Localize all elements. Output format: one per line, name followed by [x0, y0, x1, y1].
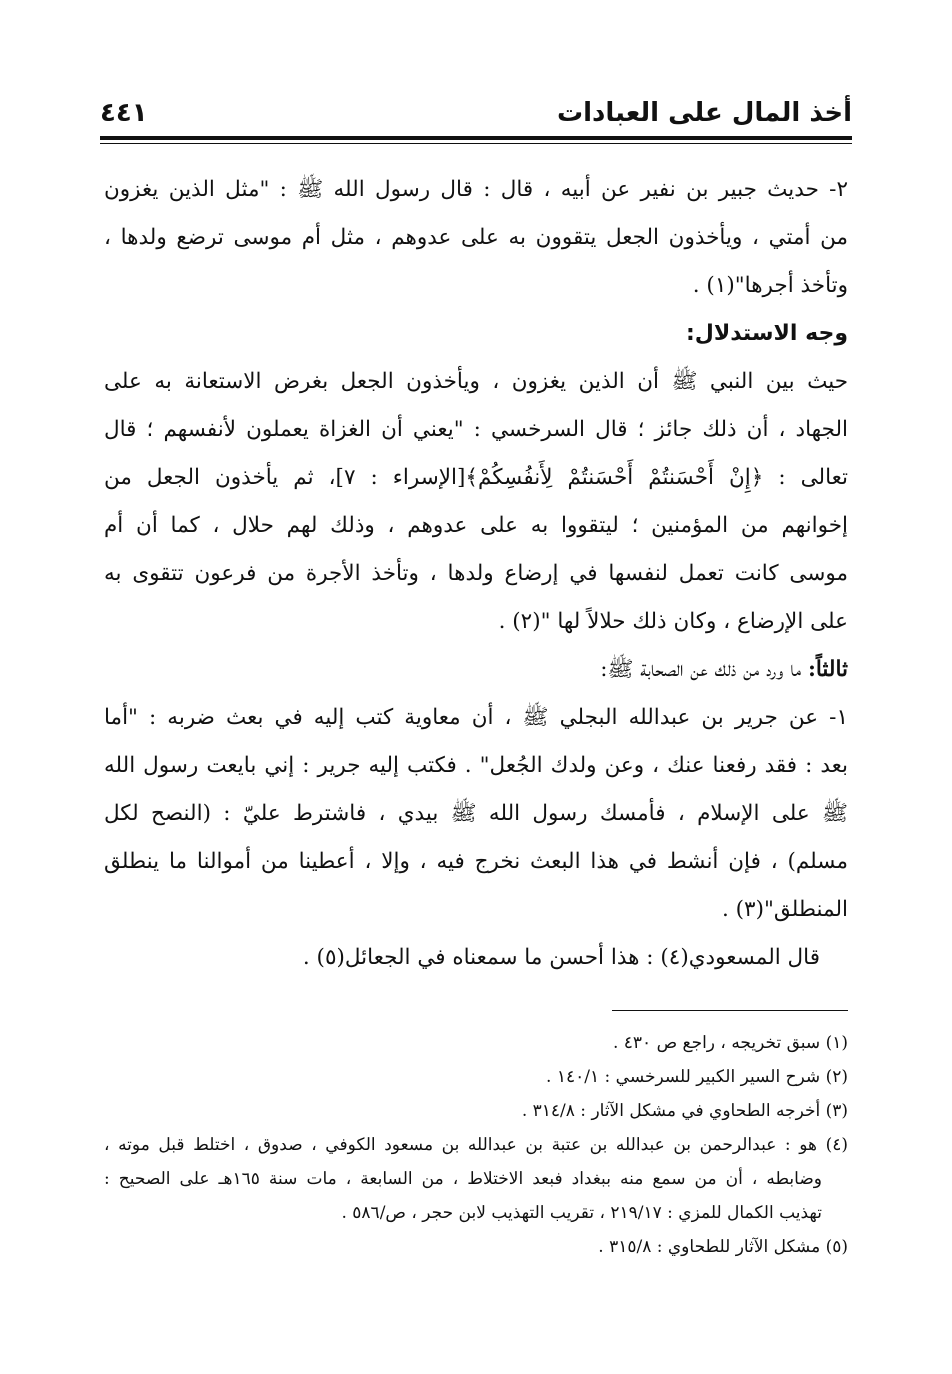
running-title: أخذ المال على العبادات [556, 98, 852, 128]
footnote-1: (١) سبق تخريجه ، راجع ص ٤٣٠ . [612, 1033, 848, 1053]
text-line: حيث بين النبي ﷺ أن الذين يغزون ، ويأخذون الجعل بغرض الاستعانة به على [104, 369, 848, 394]
text-line: تعالى : ﴿إِنْ أَحْسَنتُمْ أَحْسَنتُمْ لِأَنفُسِكُمْ﴾[الإسراء : ٧]، ثم يأخذون الجعل من [104, 465, 848, 490]
footnote-4-cont: تهذيب الكمال للمزي : ٢١٩/١٧ ، تقريب التهذيب لابن حجر ، ص/٥٨٦ . [341, 1203, 822, 1223]
text-line: ٢- حديث جبير بن نفير عن أبيه ، قال : قال رسول الله ﷺ : "مثل الذين يغزون [104, 177, 848, 202]
text-line: ﷺ على الإسلام ، فأمسك رسول الله ﷺ بيدي ، فاشترط عليّ : (النصح لكل [104, 801, 848, 826]
text-line: مسلم) ، فإن أنشط في هذا البعث نخرج فيه ، وإلا ، أعطينا من أموالنا ما ينطلق [104, 849, 848, 874]
heading-istidlal: وجه الاستدلال: [685, 321, 848, 346]
footnote-4-cont: وضابطه ، أن من سمع منه ببغداد فبعد الاختلاط ، من السابعة ، مات سنة ١٦٥هـ على الصحيح : [104, 1169, 822, 1189]
page-header [100, 92, 852, 136]
text-line: إخوانهم من المؤمنين ؛ ليتقووا به على عدوهم ، وذلك لهم حلال ، كما أن أم [104, 513, 848, 538]
footnote-3: (٣) أخرجه الطحاوي في مشكل الآثار : ٣١٤/٨ . [521, 1101, 848, 1121]
text-line: من أمتي ، ويأخذون الجعل يتقوون به على عدوهم ، مثل أم موسى ترضع ولدها ، [104, 225, 848, 250]
footnotes [104, 1026, 848, 1264]
footnote-4: (٤) هو : عبدالرحمن بن عبدالله بن عتبة بن عبدالله بن مسعود الكوفي ، صدوق ، اختلط قبل موته ، [104, 1135, 848, 1155]
footnote-separator [612, 1010, 848, 1011]
text-line: المنطلق"(٣) . [721, 897, 848, 922]
heading-thalithan [104, 646, 848, 694]
paragraph-jarir [104, 694, 848, 934]
header-rule-thick [100, 136, 852, 140]
heading-thalithan-label: ثالثاً: [807, 657, 848, 682]
paragraph-istidlal [104, 358, 848, 646]
paragraph-masudi [104, 934, 848, 982]
text-line: ١- عن جرير بن عبدالله البجلي ﷺ ، أن معاوية كتب إليه في بعث ضربه : "أما [104, 705, 848, 730]
text-line: على الإرضاع ، وكان ذلك حلالاً لها "(٢) . [498, 609, 848, 634]
text-line: موسى كانت تعمل لنفسها في إرضاع ولدها ، وتأخذ الأجرة من فرعون تتقوى به [104, 561, 848, 586]
heading-thalithan-text: ما ورد من ذلك عن الصحابة ﷺ: [600, 657, 808, 682]
footnote-5: (٥) مشكل الآثار للطحاوي : ٣١٥/٨ . [598, 1237, 848, 1257]
text-line: وتأخذ أجرها"(١) . [692, 273, 848, 298]
header-rule-thin [100, 143, 852, 144]
main-text [104, 166, 848, 982]
paragraph-hadith-jubair [104, 166, 848, 310]
footnote-2: (٢) شرح السير الكبير للسرخسي : ١٤٠/١ . [546, 1067, 848, 1087]
text-line: الجهاد ، أن ذلك جائز ؛ قال السرخسي : "يعني أن الغزاة يعملون لأنفسهم ؛ قال [104, 417, 848, 442]
page-number: ٤٤١ [100, 98, 148, 128]
text-line: قال المسعودي(٤) : هذا أحسن ما سمعناه في الجعائل(٥) . [302, 945, 820, 970]
text-line: بعد : فقد رفعنا عنك ، وعن ولدك الجُعل" . فكتب إليه جرير : إني بايعت رسول الله [104, 753, 848, 778]
